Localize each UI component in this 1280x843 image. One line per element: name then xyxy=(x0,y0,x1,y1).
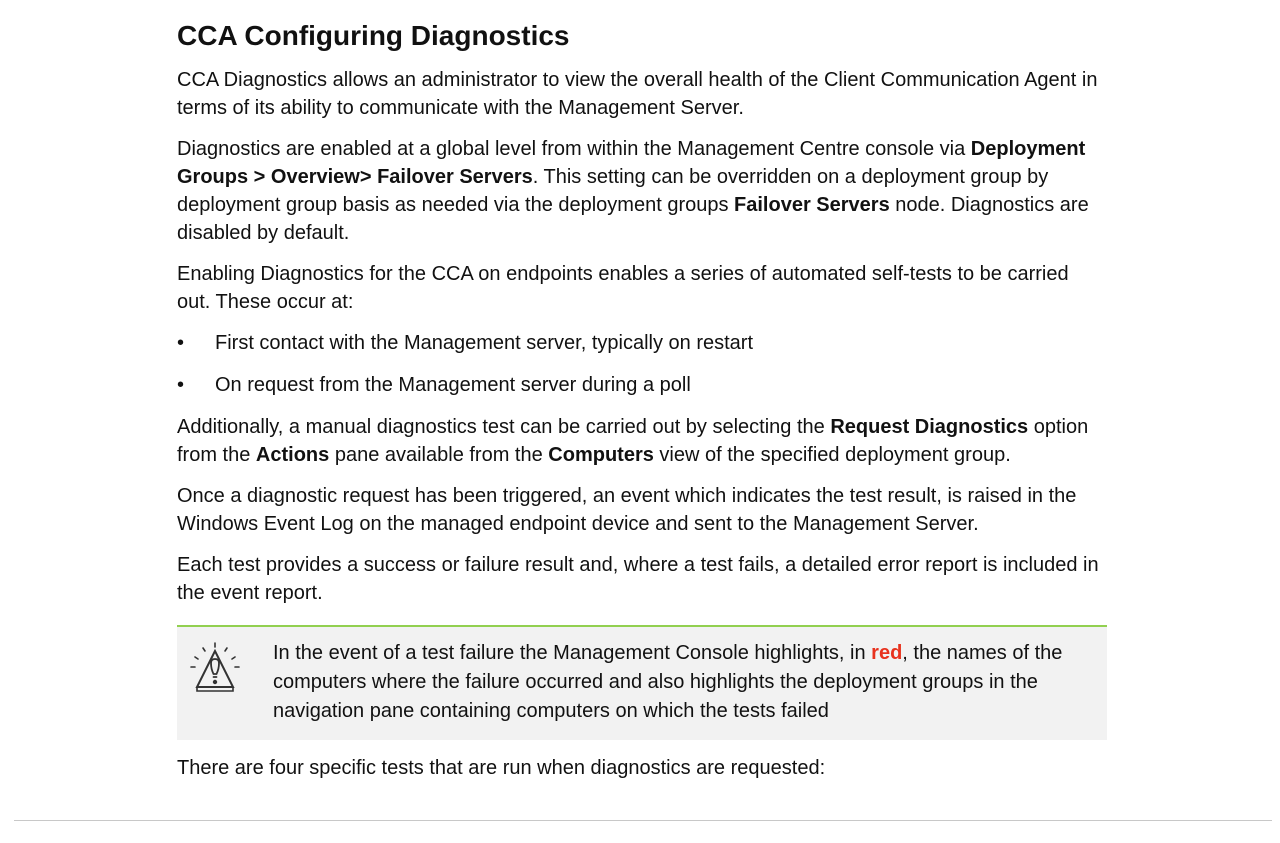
bold-path: Deployment Groups > Overview> Failover Servers xyxy=(177,138,1086,188)
bold-actions: Actions xyxy=(255,444,330,466)
red-highlight-word: red xyxy=(871,642,903,664)
text-run: pane available from the xyxy=(329,444,549,466)
text-run: node. Diagnostics are disabled by default. xyxy=(177,194,1089,244)
event-paragraph: Once a diagnostic request has been triggered, an event which indicates the test result, is raised in the Windows Event Log on the managed endpoint device and sent to the Management Server. xyxy=(177,485,1077,535)
bullet: • xyxy=(177,332,185,354)
note-callout xyxy=(177,625,1107,740)
text-run: Additionally, a manual diagnostics test can be carried out by selecting the xyxy=(177,416,831,438)
text-run: . This setting can be overridden on a deployment group by deployment group basis as needed via the deployment groups xyxy=(177,166,1049,216)
bold-request-diagnostics: Request Diagnostics xyxy=(830,416,1029,438)
warning-lightbulb-icon-svg xyxy=(185,641,245,701)
text-run: option from the xyxy=(177,416,1089,466)
four-tests-paragraph: There are four specific tests that are run when diagnostics are requested: xyxy=(177,757,826,779)
manual-test-paragraph xyxy=(177,413,1107,469)
occurrence-list xyxy=(177,329,1107,399)
note-text xyxy=(273,639,1087,726)
text-run: view of the specified deployment group. xyxy=(653,444,1011,466)
list-item-text: On request from the Management server during a poll xyxy=(215,374,691,396)
text-run: , the names of the computers where the failure occurred and also highlights the deployment groups in the navigation pane containing computers on which the tests failed xyxy=(273,642,1063,722)
bold-node: Failover Servers xyxy=(734,194,890,216)
self-tests-paragraph: Enabling Diagnostics for the CCA on endpoints enables a series of automated self-tests to be carried out. These occur at: xyxy=(177,263,1069,313)
page-bottom-divider xyxy=(14,820,1272,821)
enable-paragraph xyxy=(177,135,1107,247)
text-run: In the event of a test failure the Management Console highlights, in xyxy=(273,642,872,664)
bold-computers: Computers xyxy=(548,444,654,466)
list-item xyxy=(177,371,1107,399)
list-item-text: First contact with the Management server, typically on restart xyxy=(215,332,753,354)
intro-paragraph: CCA Diagnostics allows an administrator to view the overall health of the Client Communication Agent in terms of its ability to communicate with the Management Server. xyxy=(177,69,1098,119)
warning-lightbulb-icon xyxy=(185,641,245,701)
page-title: CCA Configuring Diagnostics xyxy=(177,20,570,51)
bullet: • xyxy=(177,374,185,396)
document-page xyxy=(177,18,1107,795)
text-run: Diagnostics are enabled at a global level from within the Management Centre console via xyxy=(177,138,971,160)
result-paragraph: Each test provides a success or failure result and, where a test fails, a detailed error report is included in the event report. xyxy=(177,554,1099,604)
list-item xyxy=(177,329,1107,357)
